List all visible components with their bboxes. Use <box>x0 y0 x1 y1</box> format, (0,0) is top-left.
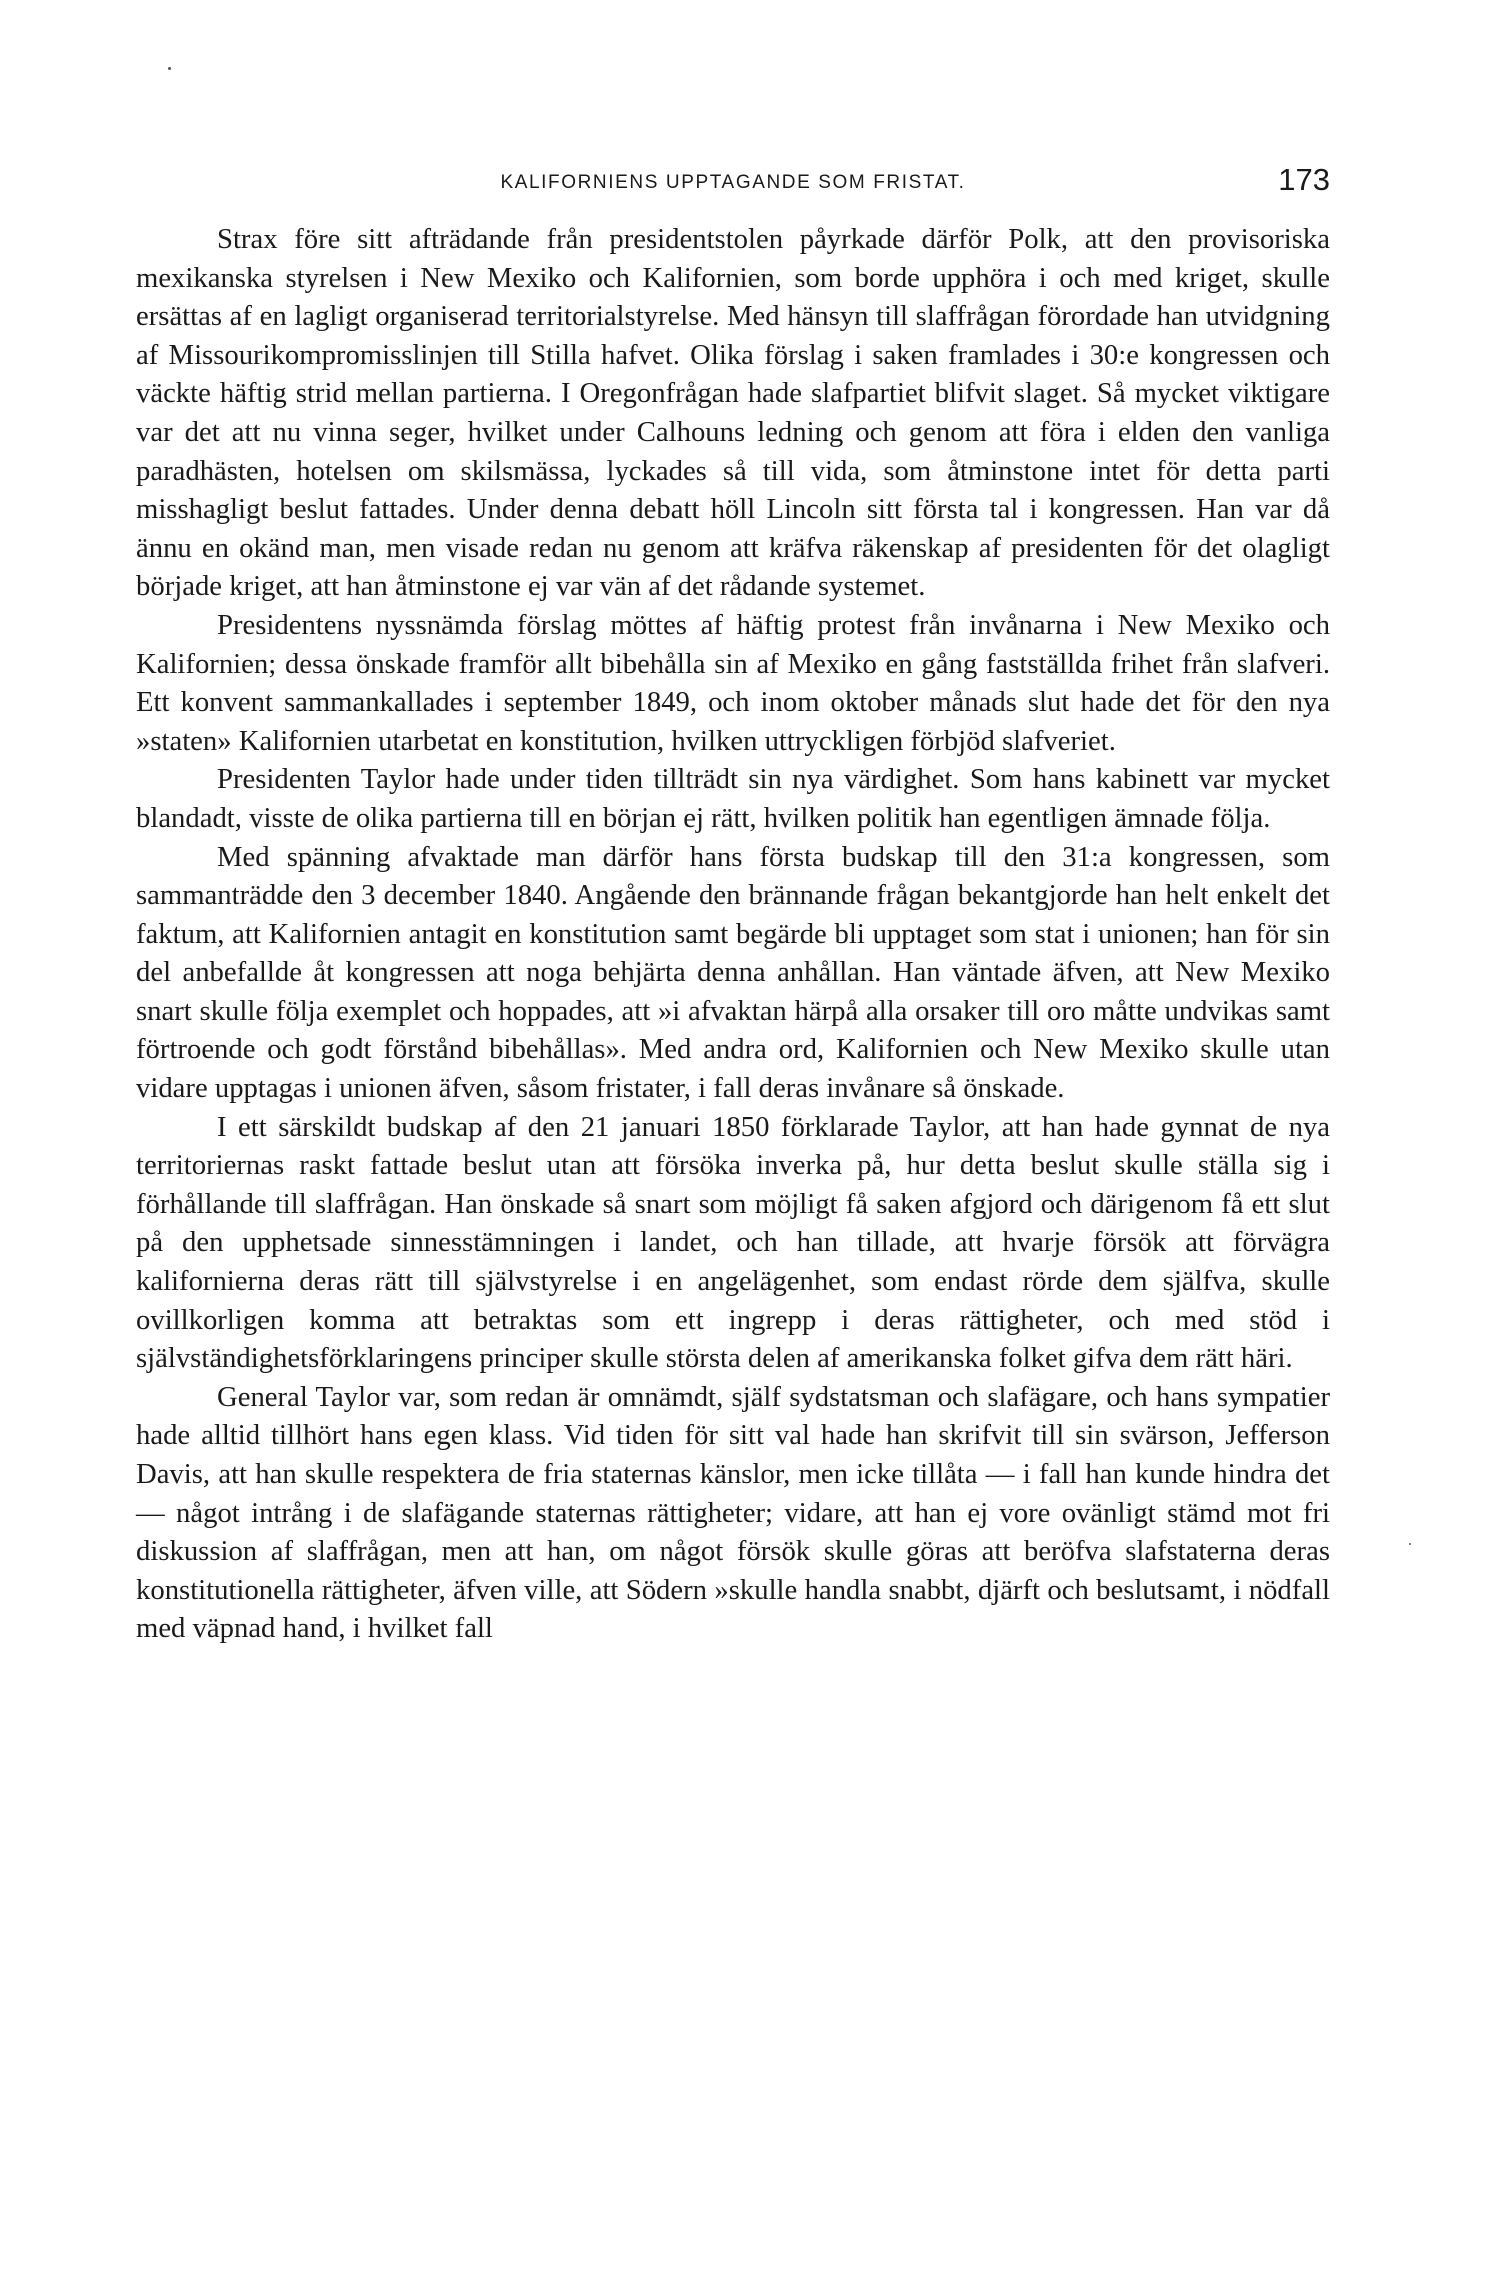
print-speck <box>168 67 171 70</box>
page-number: 173 <box>1278 162 1330 197</box>
paragraph: General Taylor var, som redan är omnämdt, själf sydstatsman och slafägare, och hans sympatier hade alltid tillhört hans egen klass. Vid tiden för sitt val hade han skrifvit till sin svärson, Jefferson Davis, att han skulle respektera de fria staternas känslor, men icke tillåta — i fall han kunde hindra det — något intrång i de slafägande staternas rättigheter; vidare, att han ej vore ovänligt stämd mot fri diskussion af slaffrågan, men att han, om något försök skulle göras att beröfva slafstaterna deras konstitutionella rättigheter, äfven ville, att Södern »skulle handla snabbt, djärft och beslutsamt, i nödfall med väpnad hand, i hvilket fall <box>136 1380 1330 1645</box>
paragraph: Strax före sitt afträdande från presidentstolen påyrkade därför Polk, att den provisoriska mexikanska styrelsen i New Mexiko och Kalifornien, som borde upphöra i och med kriget, skulle ersättas af en lagligt organiserad territorialstyrelse. Med hänsyn till slaffrågan förordade han utvidgning af Missourikompromisslinjen till Stilla hafvet. Olika förslag i saken framlades i 30:e kongressen och väckte häftig strid mellan partierna. I Oregonfrågan hade slafpartiet blifvit slaget. Så mycket viktigare var det att nu vinna seger, hvilket under Calhouns ledning och genom att föra i elden den vanliga paradhästen, hotelsen om skilsmässa, lyckades så till vida, som åtminstone intet för detta parti misshagligt beslut fattades. Under denna debatt höll Lincoln sitt första tal i kongressen. Han var då ännu en okänd man, men visade redan nu genom att kräfva räkenskap af presidenten för det olagligt började kriget, att han åtminstone ej var vän af det rådande systemet. <box>136 223 1330 603</box>
paragraph: Presidenten Taylor hade under tiden tillträdt sin nya värdighet. Som hans kabinett var mycket blandadt, visste de olika partierna till en början ej rätt, hvilken politik han egentligen ämnade följa. <box>136 763 1330 834</box>
print-speck <box>1409 1543 1411 1545</box>
book-page <box>136 160 1330 1648</box>
paragraph: I ett särskildt budskap af den 21 januari 1850 förklarade Taylor, att han hade gynnat de nya territoriernas raskt fattade beslut utan att försöka inverka på, hur detta beslut skulle ställa sig i förhållande till slaffrågan. Han önskade så snart som möjligt få saken afgjord och därigenom få ett slut på den upphetsade sinnesstämningen i landet, och han tillade, att hvarje försök att förvägra kalifornierna deras rätt till självstyrelse i en angelägenhet, som endast rörde dem själfva, skulle ovillkorligen komma att betraktas som ett ingrepp i deras rättigheter, och med stöd i självständighetsförklaringens principer skulle största delen af amerikanska folket gifva dem rätt häri. <box>136 1110 1330 1375</box>
page-header <box>136 160 1330 206</box>
paragraph: Med spänning afvaktade man därför hans första budskap till den 31:a kongressen, som sammanträdde den 3 december 1840. Angående den brännande frågan bekantgjorde han helt enkelt det faktum, att Kalifornien antagit en konstitution samt begärde bli upptaget som stat i unionen; han för sin del anbefallde åt kongressen att noga behjärta denna anhållan. Han väntade äfven, att New Mexiko snart skulle följa exemplet och hoppades, att »i afvaktan härpå alla orsaker till oro måtte undvikas samt förtroende och godt förstånd bibehållas». Med andra ord, Kalifornien och New Mexiko skulle utan vidare upptagas i unionen äfven, såsom fristater, i fall deras invånare så önskade. <box>136 840 1330 1105</box>
paragraph: Presidentens nyssnämda förslag möttes af häftig protest från invånarna i New Mexiko och Kalifornien; dessa önskade framför allt bibehålla sin af Mexiko en gång fastställda frihet från slafveri. Ett konvent sammankallades i september 1849, och inom oktober månads slut hade det för den nya »staten» Kalifornien utarbetat en konstitution, hvilken uttryckligen förbjöd slafveriet. <box>136 608 1330 757</box>
running-title: KALIFORNIENS UPPTAGANDE SOM FRISTAT. <box>500 172 966 193</box>
body-text <box>136 220 1330 1648</box>
